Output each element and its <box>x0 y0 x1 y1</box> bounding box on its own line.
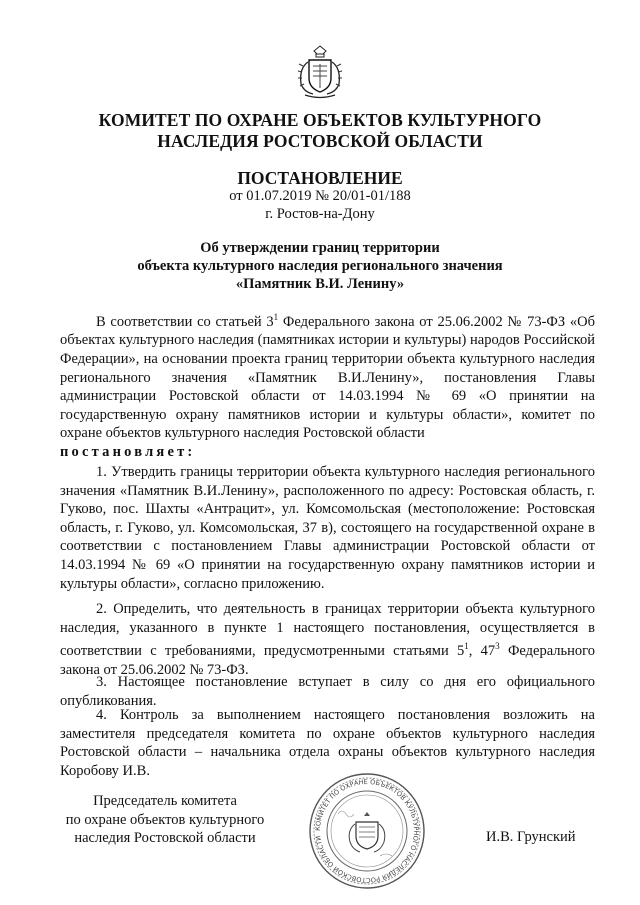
intro-text-part1: В соответствии со статьей 3 <box>96 313 274 330</box>
intro-superscript: 1 <box>273 312 279 322</box>
intro-text-part2: Федерального закона от 25.06.2002 № 73-ФЗ «Об объектах культурного наследия (памятниках истории и культуры) народов Российской Федерации», на основании проекта границ территории объекта культурного наследия регионального значения «Памятник В.И.Ленину», постановления Главы администрации Ростовской области от 14.03.1994 № 69 «О принятии на государственную охрану памятников истории и культуры области», комитет по охране объектов культурного наследия Ростовской области <box>60 313 595 442</box>
seal-ring-text <box>314 778 420 884</box>
item-2-paragraph <box>60 600 595 679</box>
document-city: г. Ростов-на-Дону <box>265 206 375 222</box>
signatory-title <box>60 792 270 848</box>
item-2-text-part1: 2. Определить, что деятельность в границах территории объекта культурного наследия, указанного в пункте 1 настоящего постановления, осуществляется в соответствии с требованиями, предусмотренными статьями 5 <box>60 601 595 660</box>
subject-line2: объекта культурного наследия регионального значения <box>137 258 503 274</box>
committee-name-line2: НАСЛЕДИЯ РОСТОВСКОЙ ОБЛАСТИ <box>157 131 483 151</box>
resolves-word: постановляет: <box>60 443 196 460</box>
subject-line3: «Памятник В.И. Ленину» <box>235 276 405 292</box>
document-date-number: от 01.07.2019 № 20/01-01/188 <box>229 188 411 204</box>
item-2-text-part3: Федерального закона от 25.06.2002 № 73-ФЗ. <box>60 643 595 678</box>
item-4-paragraph: 4. Контроль за выполнением настоящего постановления возложить на заместителя председателя комитета по охране объектов культурного наследия Ростовской области – начальника отдела охраны объектов культурного наследия Коробову И.В. <box>60 707 595 779</box>
item-2-superscript-2: 3 <box>495 641 500 652</box>
intro-paragraph <box>60 308 595 462</box>
signatory-title-line1: Председатель комитета <box>93 793 237 809</box>
subject-line1: Об утверждении границ территории <box>200 240 440 256</box>
item-2-superscript-1: 1 <box>464 641 469 652</box>
official-seal-icon <box>308 772 426 890</box>
item-3-paragraph: 3. Настоящее постановление вступает в силу со дня его официального опубликования. <box>60 674 595 709</box>
item-1-paragraph: 1. Утвердить границы территории объекта культурного наследия регионального значения «Памятник В.И.Ленину», расположенного по адресу: Ростовская область, г. Гуково, пос. Шахты «Антрацит», ул. Комсомольская (местоположение: Ростовская область, г. Гуково, ул. Комсомольская, 37 в), состоящего на государственной охране в соответствии с постановлением Главы администрации Ростовской области от 14.03.1994 № 69 «О принятии на государственную охрану памятников истории и культуры области», согласно приложению. <box>60 464 595 592</box>
signatory-name: И.В. Грунский <box>486 829 576 845</box>
document-type: ПОСТАНОВЛЕНИЕ <box>237 168 403 188</box>
item-2-text-part2: , 47 <box>468 643 496 660</box>
seal-ring-textpath: КОМИТЕТ ПО ОХРАНЕ ОБЪЕКТОВ КУЛЬТУРНОГО НАСЛЕДИЯ РОСТОВСКОЙ ОБЛАСТИ <box>313 777 421 885</box>
signatory-title-line3: наследия Ростовской области <box>74 830 256 847</box>
coat-of-arms-icon <box>295 44 345 100</box>
signatory-title-line2: по охране объектов культурного <box>65 811 265 828</box>
committee-name-line1: КОМИТЕТ ПО ОХРАНЕ ОБЪЕКТОВ КУЛЬТУРНОГО <box>98 110 542 130</box>
